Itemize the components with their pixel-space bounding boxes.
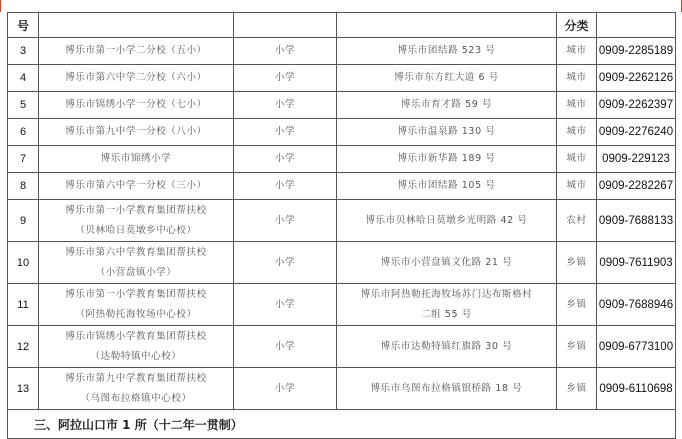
header-number: 号	[8, 13, 39, 38]
school-name-line: （乌图布拉格镇中心校）	[80, 392, 192, 404]
row-number: 11	[8, 284, 39, 326]
school-name	[39, 242, 234, 284]
table-row	[8, 200, 676, 242]
school-address	[337, 65, 557, 92]
school-address-line: 博乐市温泉路 130 号	[397, 126, 496, 137]
school-category: 乡镇	[557, 368, 597, 410]
section-row	[8, 410, 676, 439]
row-number: 5	[8, 92, 39, 119]
school-name-line: 博乐市锦绣小学一分校（七小）	[65, 99, 207, 110]
school-name-line: 博乐市第六中学一分校（三小）	[65, 180, 207, 191]
school-type: 小学	[234, 284, 337, 326]
crop-mark-left	[0, 0, 1, 12]
table-row	[8, 326, 676, 368]
school-name	[39, 368, 234, 410]
school-phone: 0909-7611903	[597, 242, 676, 284]
header-name	[39, 13, 234, 38]
row-number: 13	[8, 368, 39, 410]
school-name	[39, 173, 234, 200]
school-category: 城市	[557, 119, 597, 146]
school-name-line: （阿热勒托海牧场中心校）	[75, 308, 197, 320]
row-number: 10	[8, 242, 39, 284]
school-category: 城市	[557, 65, 597, 92]
table-row	[8, 119, 676, 146]
school-name	[39, 65, 234, 92]
school-category: 城市	[557, 173, 597, 200]
school-address-line: 博乐市达勒特镇红旗路 30 号	[380, 340, 513, 352]
school-phone: 0909-7688946	[597, 284, 676, 326]
school-address-line: 二组 55 号	[421, 308, 472, 320]
row-number: 6	[8, 119, 39, 146]
school-category: 农村	[557, 200, 597, 242]
school-name-line: （贝林哈日莫墩乡中心校）	[75, 224, 197, 236]
school-name	[39, 200, 234, 242]
school-address	[337, 38, 557, 65]
school-name-line: 博乐市第九中学一分校（八小）	[65, 126, 207, 137]
school-name-line: 博乐市第六中学教育集团帮扶校	[65, 246, 207, 258]
school-table	[7, 12, 676, 439]
school-address	[337, 326, 557, 368]
school-category: 乡镇	[557, 284, 597, 326]
school-phone: 0909-2282267	[597, 173, 676, 200]
school-type: 小学	[234, 242, 337, 284]
school-category: 城市	[557, 38, 597, 65]
school-name-line: 博乐市锦绣小学教育集团帮扶校	[65, 330, 207, 342]
school-address-line: 博乐市东方红大道 6 号	[394, 72, 499, 83]
school-type: 小学	[234, 326, 337, 368]
school-address	[337, 173, 557, 200]
school-phone: 0909-7688133	[597, 200, 676, 242]
row-number: 9	[8, 200, 39, 242]
school-address-line: 博乐市新华路 189 号	[397, 153, 496, 164]
row-number: 4	[8, 65, 39, 92]
table-row	[8, 92, 676, 119]
school-address-line: 博乐市阿热勒托海牧场苏门达布斯格村	[360, 288, 533, 300]
school-name-line: 博乐市第一小学教育集团帮扶校	[65, 204, 207, 216]
school-name-line: 博乐市锦绣小学	[100, 153, 172, 164]
school-address-line: 博乐市乌图布拉格镇银桥路 18 号	[370, 382, 523, 394]
school-type: 小学	[234, 146, 337, 173]
school-address-line: 博乐市贝林哈日莫墩乡光明路 42 号	[365, 214, 528, 226]
table-row	[8, 368, 676, 410]
school-phone: 0909-2276240	[597, 119, 676, 146]
school-phone: 0909-2285189	[597, 38, 676, 65]
header-type	[234, 13, 337, 38]
school-address	[337, 119, 557, 146]
table-row	[8, 242, 676, 284]
school-address	[337, 92, 557, 119]
table-row	[8, 284, 676, 326]
school-name	[39, 284, 234, 326]
section-heading: 三、阿拉山口市 1 所（十二年一贯制）	[8, 410, 676, 439]
header-category: 分类	[557, 13, 597, 38]
header-phone	[597, 13, 676, 38]
school-phone: 0909-6773100	[597, 326, 676, 368]
table-header-row	[8, 13, 676, 38]
school-category: 乡镇	[557, 326, 597, 368]
table-row	[8, 146, 676, 173]
school-name-line: 博乐市第九中学教育集团帮扶校	[65, 372, 207, 384]
table-row	[8, 65, 676, 92]
row-number: 12	[8, 326, 39, 368]
table-row	[8, 38, 676, 65]
school-type: 小学	[234, 65, 337, 92]
row-number: 3	[8, 38, 39, 65]
school-category: 乡镇	[557, 242, 597, 284]
school-phone: 0909-6110698	[597, 368, 676, 410]
row-number: 7	[8, 146, 39, 173]
school-phone: 0909-2262397	[597, 92, 676, 119]
school-name	[39, 92, 234, 119]
school-name	[39, 146, 234, 173]
school-address	[337, 368, 557, 410]
school-address	[337, 146, 557, 173]
school-type: 小学	[234, 92, 337, 119]
row-number: 8	[8, 173, 39, 200]
school-address-line: 博乐市小营盘镇文化路 21 号	[380, 256, 513, 268]
school-address-line: 博乐市团结路 523 号	[397, 45, 496, 56]
school-name-line: （达勒特镇中心校）	[90, 350, 182, 362]
header-address	[337, 13, 557, 38]
school-address	[337, 284, 557, 326]
school-type: 小学	[234, 119, 337, 146]
school-name-line: （小营盘镇小学）	[95, 266, 177, 278]
school-name-line: 博乐市第六中学二分校（六小）	[65, 72, 207, 83]
school-address	[337, 242, 557, 284]
school-name	[39, 119, 234, 146]
school-phone: 0909-229123	[597, 146, 676, 173]
school-name-line: 博乐市第一小学教育集团帮扶校	[65, 288, 207, 300]
school-type: 小学	[234, 38, 337, 65]
school-name	[39, 38, 234, 65]
school-type: 小学	[234, 368, 337, 410]
school-type: 小学	[234, 200, 337, 242]
table-row	[8, 173, 676, 200]
school-type: 小学	[234, 173, 337, 200]
school-address	[337, 200, 557, 242]
school-name-line: 博乐市第一小学二分校（五小）	[65, 45, 207, 56]
school-phone: 0909-2262126	[597, 65, 676, 92]
school-category: 城市	[557, 146, 597, 173]
school-category: 城市	[557, 92, 597, 119]
school-name	[39, 326, 234, 368]
school-address-line: 博乐市育才路 59 号	[400, 99, 493, 110]
school-address-line: 博乐市团结路 105 号	[397, 180, 496, 191]
